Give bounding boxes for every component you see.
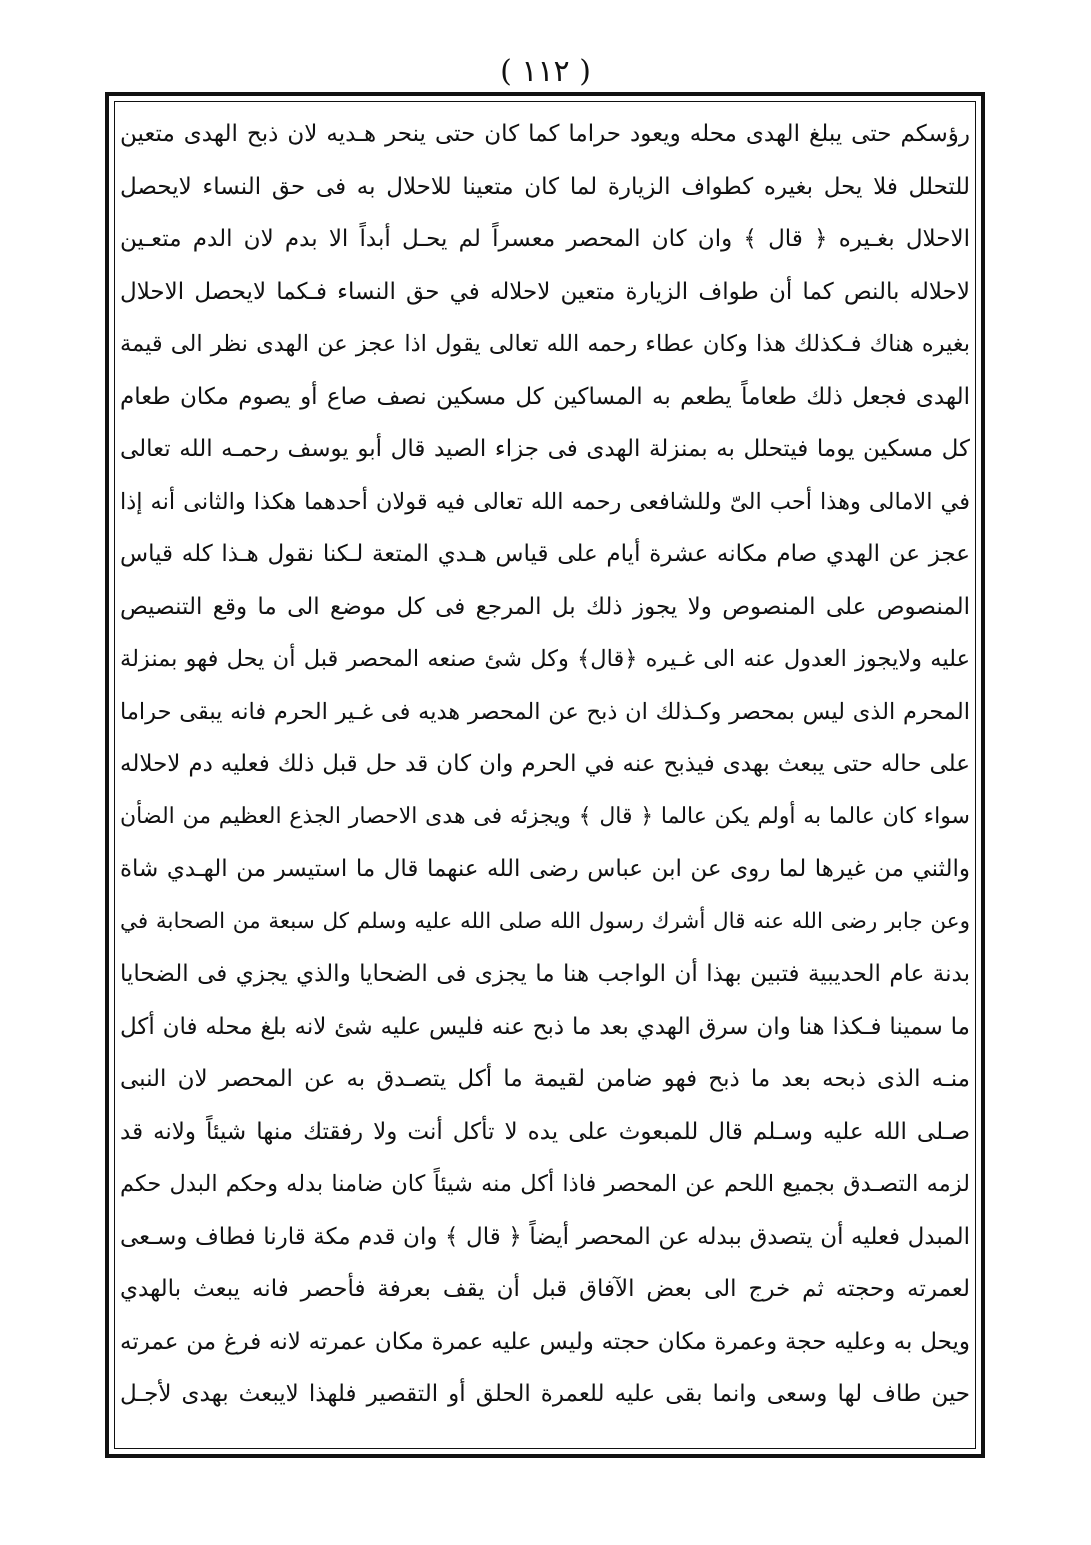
text-line: الاحلال بغـيره ﴿ قال ﴾ وان كان المحصر معسراً لم يحـل أبداً الا بدم لان الدم متعـين xyxy=(120,226,970,252)
text-line: لزمه التصـدق بجميع اللحم عن المحصر فاذا أكل منه شيئاً كان ضامنا بدله وحكم البدل حكم xyxy=(120,1171,970,1197)
page-number: ( ١١٢ ) xyxy=(500,54,591,89)
text-line: بدنة عام الحديبية فتبين بهذا أن الواجب هنا ما يجزى فى الضحايا والذي يجزي فى الضحايا xyxy=(120,961,970,987)
text-line: للتحلل فلا يحل بغيره كطواف الزيارة لما كان متعينا للاحلال به فى حق النساء لايحصل xyxy=(120,173,970,200)
text-line: رؤسكم حتى يبلغ الهدى محله ويعود حراما كما كان حتى ينحر هـديه لان ذبح الهدى متعين xyxy=(120,121,970,147)
text-line: صـلى الله عليه وسـلم قال للمبعوث على يده لا تأكل أنت ولا رفقتك منها شيئاً ولانه قد xyxy=(120,1118,970,1145)
text-line: ويحل به وعليه حجة وعمرة مكان حجته وليس عليه عمرة مكان عمرته لانه فرغ من عمرته xyxy=(120,1328,970,1355)
text-line: في الامالى وهذا أحب الىّ وللشافعى رحمه الله تعالى فيه قولان أحدهما هكذا والثانى أنه إذا xyxy=(120,488,970,515)
text-body xyxy=(120,108,970,1421)
text-line: بغيره هناك فـكذلك هذا وكان عطاء رحمه الله تعالى يقول اذا عجز عن الهدى نظر الى قيمة xyxy=(120,331,970,357)
text-line: ما سمينا فـكذا هنا وان سرق الهدي بعد ما ذبح عنه فليس عليه شئ لانه بلغ محله فان أكل xyxy=(120,1013,970,1040)
text-line: منـه الذى ذبحه بعد ما ذبح فهو ضامن لقيمة ما أكل يتصـدق به عن المحصر لان النبى xyxy=(120,1066,970,1092)
text-line: كل مسكين يوما فيتحلل به بمنزلة الهدى فى جزاء الصيد قال أبو يوسف رحمـه الله تعالى xyxy=(120,436,970,462)
text-line: سواء كان عالما به أولم يكن عالما ﴿ قال ﴾ ويجزئه فى هدى الاحصار الجذع العظيم من الضأن xyxy=(120,803,970,829)
text-line: المنصوص على المنصوص ولا يجوز ذلك بل المرجع فى كل موضع الى ما وقع التنصيص xyxy=(120,593,970,620)
text-line: حين طاف لها وسعى وانما بقى عليه للعمرة الحلق أو التقصير فلهذا لايبعث بهدى لأجـل xyxy=(120,1381,970,1407)
text-line: الهدى فجعل ذلك طعاماً يطعم به المساكين كل مسكين نصف صاع أو يصوم مكان طعام xyxy=(120,383,970,410)
text-line: عليه ولايجوز العدول عنه الى غـيره ﴿قال﴾ وكل شئ صنعه المحصر قبل أن يحل فهو بمنزلة xyxy=(120,646,970,672)
text-line: لاحلاله بالنص كما أن طواف الزيارة متعين لاحلاله في حق النساء فـكما لايحصل الاحلال xyxy=(120,278,970,305)
text-line: على حاله حتى يبعث بهدى فيذبح عنه في الحرم وان كان قد حل قبل ذلك فعليه دم لاحلاله xyxy=(120,751,970,777)
text-line: المحرم الذى ليس بمحصر وكـذلك ان ذبح عن المحصر هديه فى غـير الحرم فانه يبقى حراما xyxy=(120,698,970,725)
text-line: عجز عن الهدي صام مكانه عشرة أيام على قياس هـدي المتعة لـكنا نقول هـذا كله قياس xyxy=(120,541,970,567)
text-line: والثني من غيرها لما روى عن ابن عباس رضى الله عنهما قال ما استيسر من الهـدي شاة xyxy=(120,856,970,882)
text-line: وعن جابر رضى الله عنه قال أشرك رسول الله صلى الله عليه وسلم كل سبعة من الصحابة في xyxy=(120,908,970,934)
text-line: لعمرته وحجته ثم خرج الى بعض الآفاق قبل أن يقف بعرفة فأحصر فانه يبعث بالهدي xyxy=(120,1276,970,1302)
text-line: المبدل فعليه أن يتصدق ببدله عن المحصر أيضاً ﴿ قال ﴾ وان قدم مكة قارنا فطاف وسـعى xyxy=(120,1223,970,1250)
